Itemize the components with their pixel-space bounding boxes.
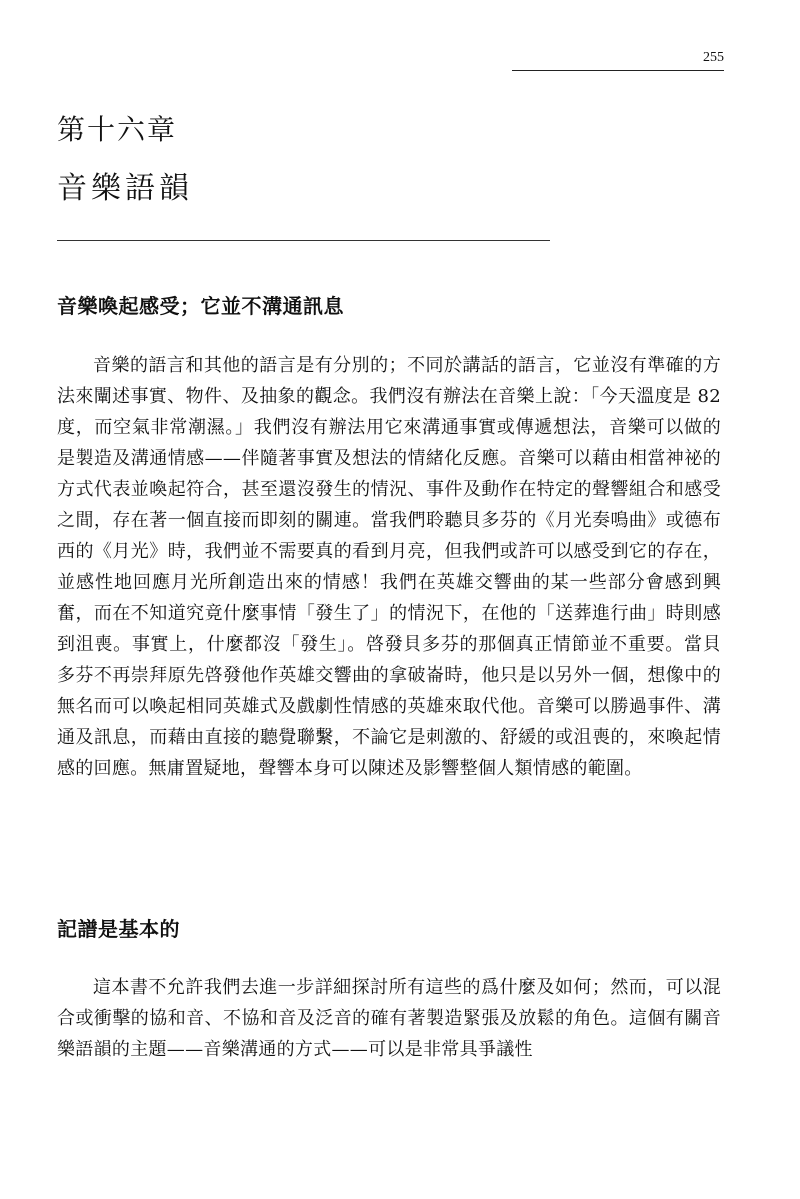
section-heading-notation-is-basic: 記譜是基本的: [57, 917, 180, 941]
header-rule: [512, 70, 724, 71]
body-paragraph: 這本書不允許我們去進一步詳細探討所有這些的爲什麼及如何；然而，可以混合或衝擊的協和音、不協和音及泛音的確有著製造緊張及放鬆的角色。這個有關音樂語韻的主題——音樂溝通的方式——可以是非常具爭議性: [57, 977, 721, 1060]
chapter-label: 第十六章: [57, 113, 178, 146]
chapter-title: 音樂語韻: [57, 171, 193, 206]
title-rule: [57, 240, 550, 241]
page-number: 255: [703, 50, 724, 65]
body-paragraph: 音樂的語言和其他的語言是有分別的；不同於講話的語言，它並沒有準確的方法來闡述事實、物件、及抽象的觀念。我們沒有辦法在音樂上說：「今天溫度是 82 度，而空氣非常潮濕。」我們沒有辦法用它來溝通事實或傳遞想法，音樂可以做的是製造及溝通情感——伴隨著事實及想法的情緒化反應。音樂可以藉由相當神祕的方式代表並喚起符合，甚至還沒發生的情況、事件及動作在特定的聲響組合和感受之間，存在著一個直接而即刻的關連。當我們聆聽貝多芬的《月光奏鳴曲》或德布西的《月光》時，我們並不需要真的看到月亮，但我們或許可以感受到它的存在，並感性地回應月光所創造出來的情感！我們在英雄交響曲的某一些部分會感到興奮，而在不知道究竟什麼事情「發生了」的情況下，在他的「送葬進行曲」時則感到沮喪。事實上，什麼都沒「發生」。啓發貝多芬的那個真正情節並不重要。當貝多芬不再崇拜原先啓發他作英雄交響曲的拿破崙時，他只是以另外一個，想像中的無名而可以喚起相同英雄式及戲劇性情感的英雄來取代他。音樂可以勝過事件、溝通及訊息，而藉由直接的聽覺聯繫，不論它是刺激的、舒緩的或沮喪的，來喚起情感的回應。無庸置疑地，聲響本身可以陳述及影響整個人類情感的範圍。: [57, 355, 721, 779]
section-heading-music-evokes-feelings: 音樂喚起感受；它並不溝通訊息: [57, 294, 344, 318]
